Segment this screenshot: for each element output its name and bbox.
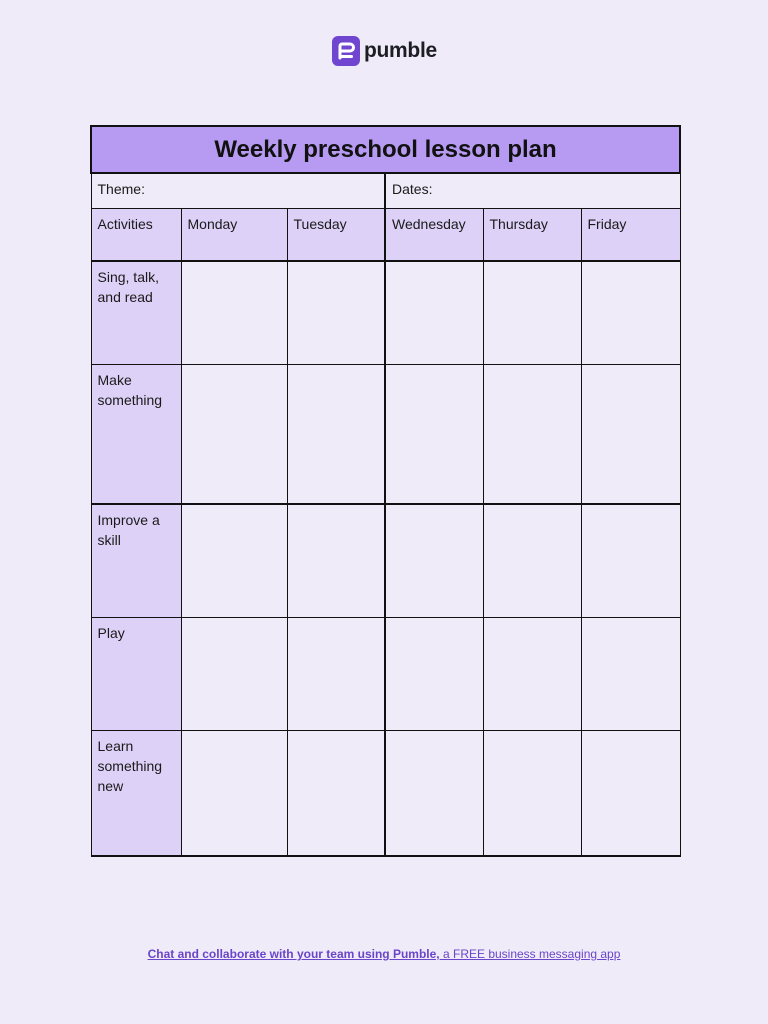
dates-field[interactable] xyxy=(385,173,680,208)
activity-label: Learn something new xyxy=(91,730,181,856)
plan-cell[interactable] xyxy=(581,364,680,504)
plan-cell[interactable] xyxy=(181,261,287,364)
brand-logo[interactable] xyxy=(332,36,437,66)
column-header-friday: Friday xyxy=(581,208,680,261)
table-row xyxy=(91,504,680,617)
plan-cell[interactable] xyxy=(385,617,483,730)
page-title: Weekly preschool lesson plan xyxy=(91,126,680,173)
promo-link-rest: a FREE business messaging app xyxy=(439,947,621,961)
footer xyxy=(0,947,768,961)
pumble-logo-icon xyxy=(332,36,360,66)
table-row xyxy=(91,261,680,364)
plan-cell[interactable] xyxy=(287,730,385,856)
plan-cell[interactable] xyxy=(581,730,680,856)
dates-label: Dates: xyxy=(392,181,433,197)
plan-cell[interactable] xyxy=(287,364,385,504)
plan-cell[interactable] xyxy=(581,261,680,364)
column-header-wednesday: Wednesday xyxy=(385,208,483,261)
plan-cell[interactable] xyxy=(181,617,287,730)
table-row xyxy=(91,730,680,856)
plan-cell[interactable] xyxy=(287,504,385,617)
table-row xyxy=(91,364,680,504)
theme-label: Theme: xyxy=(97,181,145,197)
theme-field[interactable] xyxy=(91,173,385,208)
column-header-tuesday: Tuesday xyxy=(287,208,385,261)
plan-cell[interactable] xyxy=(287,617,385,730)
plan-cell[interactable] xyxy=(483,617,581,730)
activity-label: Play xyxy=(91,617,181,730)
plan-cell[interactable] xyxy=(581,617,680,730)
column-header-thursday: Thursday xyxy=(483,208,581,261)
plan-cell[interactable] xyxy=(483,730,581,856)
promo-link-bold: Chat and collaborate with your team using Pumble, xyxy=(147,947,440,961)
activity-label: Make something xyxy=(91,364,181,504)
plan-cell[interactable] xyxy=(483,261,581,364)
pumble-promo-link[interactable] xyxy=(148,947,621,961)
brand-name: pumble xyxy=(364,39,437,62)
activity-label: Improve a skill xyxy=(91,504,181,617)
plan-cell[interactable] xyxy=(483,364,581,504)
plan-cell[interactable] xyxy=(581,504,680,617)
column-header-monday: Monday xyxy=(181,208,287,261)
plan-cell[interactable] xyxy=(181,730,287,856)
column-header-activities: Activities xyxy=(91,208,181,261)
plan-cell[interactable] xyxy=(385,261,483,364)
table-row xyxy=(91,617,680,730)
lesson-plan-table xyxy=(90,125,681,857)
plan-cell[interactable] xyxy=(385,504,483,617)
plan-cell[interactable] xyxy=(181,364,287,504)
plan-cell[interactable] xyxy=(483,504,581,617)
activity-label: Sing, talk, and read xyxy=(91,261,181,364)
plan-cell[interactable] xyxy=(287,261,385,364)
plan-cell[interactable] xyxy=(181,504,287,617)
plan-cell[interactable] xyxy=(385,364,483,504)
plan-cell[interactable] xyxy=(385,730,483,856)
